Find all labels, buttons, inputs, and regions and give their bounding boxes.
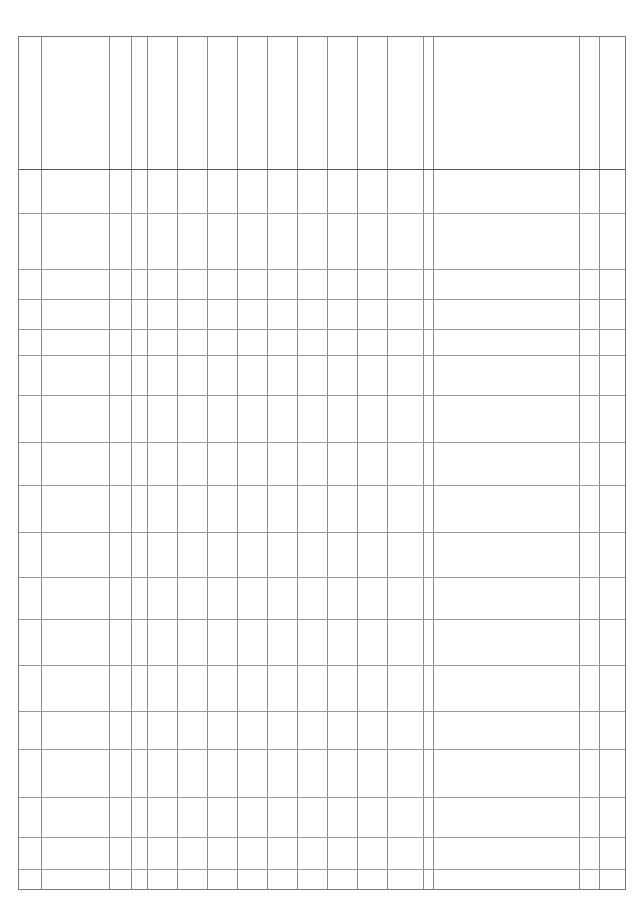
col-divider bbox=[297, 37, 298, 889]
col-divider bbox=[109, 37, 110, 889]
col-divider bbox=[423, 37, 424, 889]
col-divider bbox=[177, 37, 178, 889]
col-divider bbox=[267, 37, 268, 889]
row-divider bbox=[19, 749, 625, 750]
col-divider bbox=[207, 37, 208, 889]
row-divider bbox=[19, 711, 625, 712]
row-divider bbox=[19, 442, 625, 443]
row-divider bbox=[19, 169, 625, 170]
row-divider bbox=[19, 355, 625, 356]
row-divider bbox=[19, 837, 625, 838]
row-divider bbox=[19, 299, 625, 300]
col-divider bbox=[237, 37, 238, 889]
row-divider bbox=[19, 797, 625, 798]
col-divider bbox=[599, 37, 600, 889]
row-divider bbox=[19, 532, 625, 533]
financing-table bbox=[18, 36, 626, 890]
row-divider bbox=[19, 485, 625, 486]
col-divider bbox=[433, 37, 434, 889]
col-divider bbox=[387, 37, 388, 889]
col-divider bbox=[579, 37, 580, 889]
col-divider bbox=[131, 37, 132, 889]
row-divider bbox=[19, 665, 625, 666]
row-divider bbox=[19, 577, 625, 578]
row-divider bbox=[19, 869, 625, 870]
row-divider bbox=[19, 395, 625, 396]
row-divider bbox=[19, 269, 625, 270]
col-divider bbox=[41, 37, 42, 889]
col-divider bbox=[147, 37, 148, 889]
col-divider bbox=[357, 37, 358, 889]
row-divider bbox=[19, 329, 625, 330]
col-divider bbox=[327, 37, 328, 889]
row-divider bbox=[19, 619, 625, 620]
row-divider bbox=[19, 213, 625, 214]
